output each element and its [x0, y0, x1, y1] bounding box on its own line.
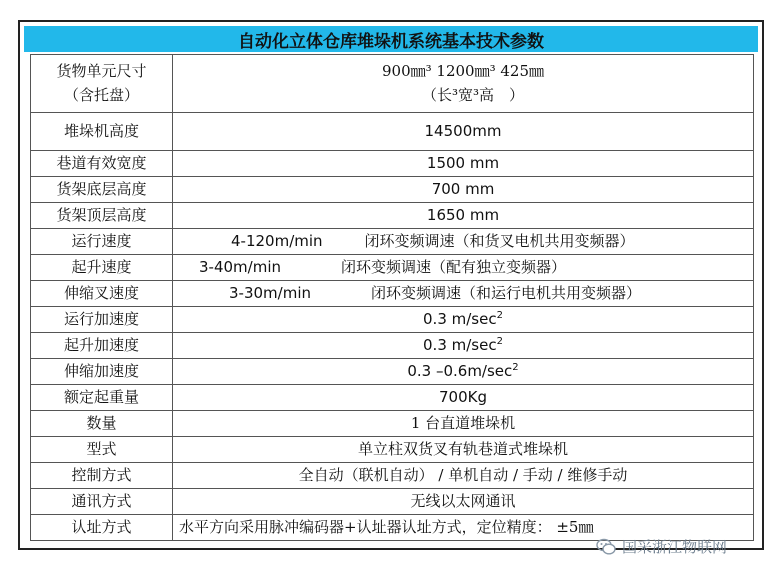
row-value: 700 mm	[173, 177, 754, 203]
row-label: 控制方式	[31, 463, 173, 489]
table-row	[31, 307, 754, 333]
speed-value: 3-30m/min	[229, 283, 311, 302]
row-label: 运行加速度	[31, 307, 173, 333]
row-label: 货架顶层高度	[31, 203, 173, 229]
value-line-2: （长³宽³高 ）	[421, 85, 525, 104]
table-row	[31, 203, 754, 229]
table-row	[31, 437, 754, 463]
row-value	[173, 55, 754, 113]
speed-value: 4-120m/min	[231, 231, 323, 250]
watermark-text: 国采浙江物联网	[622, 538, 728, 556]
accel-exponent: 2	[496, 336, 503, 348]
row-value	[173, 229, 754, 255]
table-row	[31, 113, 754, 151]
speed-value: 3-40m/min	[199, 257, 281, 276]
table-row	[31, 255, 754, 281]
row-label: 型式	[31, 437, 173, 463]
row-label: 认址方式	[31, 515, 173, 541]
table-row	[31, 281, 754, 307]
row-value: 1 台直道堆垛机	[173, 411, 754, 437]
row-label: 起升速度	[31, 255, 173, 281]
watermark	[596, 536, 727, 557]
row-value	[173, 281, 754, 307]
row-label: 伸缩加速度	[31, 359, 173, 385]
row-label: 数量	[31, 411, 173, 437]
row-label: 通讯方式	[31, 489, 173, 515]
table-row	[31, 229, 754, 255]
value-line-1: 900㎜³ 1200㎜³ 425㎜	[382, 62, 544, 81]
row-label: 额定起重量	[31, 385, 173, 411]
wechat-icon	[596, 538, 616, 556]
row-label: 伸缩叉速度	[31, 281, 173, 307]
table-row	[31, 55, 754, 113]
row-value: 700Kg	[173, 385, 754, 411]
accel-value: 0.3 m/sec	[423, 310, 497, 329]
spec-table	[30, 54, 754, 541]
row-label: 运行速度	[31, 229, 173, 255]
table-row	[31, 151, 754, 177]
speed-description: 闭环变频调速（配有独立变频器）	[341, 257, 567, 276]
table-row	[31, 489, 754, 515]
row-value: 14500mm	[173, 113, 754, 151]
row-value	[173, 359, 754, 385]
table-row	[31, 385, 754, 411]
row-value	[173, 307, 754, 333]
row-value: 水平方向采用脉冲编码器+认址器认址方式，定位精度： ±5㎜	[173, 515, 754, 541]
row-label: 堆垛机高度	[31, 113, 173, 151]
row-value	[173, 333, 754, 359]
row-value	[173, 255, 754, 281]
speed-description: 闭环变频调速（和货叉电机共用变频器）	[364, 231, 635, 250]
row-value: 单立柱双货叉有轨巷道式堆垛机	[173, 437, 754, 463]
accel-value: 0.3 –0.6m/sec	[407, 362, 513, 381]
label-line-2: （含托盘）	[63, 85, 139, 104]
row-label	[31, 55, 173, 113]
table-row	[31, 177, 754, 203]
table-row	[31, 333, 754, 359]
table-row	[31, 463, 754, 489]
row-value: 无线以太网通讯	[173, 489, 754, 515]
label-line-1: 货物单元尺寸	[56, 62, 147, 81]
row-label: 起升加速度	[31, 333, 173, 359]
table-row	[31, 411, 754, 437]
speed-description: 闭环变频调速（和运行电机共用变频器）	[371, 283, 642, 302]
row-value: 1500 mm	[173, 151, 754, 177]
row-label: 货架底层高度	[31, 177, 173, 203]
table-row	[31, 359, 754, 385]
row-value: 1650 mm	[173, 203, 754, 229]
row-label: 巷道有效宽度	[31, 151, 173, 177]
table-title: 自动化立体仓库堆垛机系统基本技术参数	[24, 26, 758, 52]
row-value: 全自动（联机自动） / 单机自动 / 手动 / 维修手动	[173, 463, 754, 489]
accel-exponent: 2	[512, 362, 519, 374]
accel-exponent: 2	[496, 310, 503, 322]
accel-value: 0.3 m/sec	[423, 336, 497, 355]
